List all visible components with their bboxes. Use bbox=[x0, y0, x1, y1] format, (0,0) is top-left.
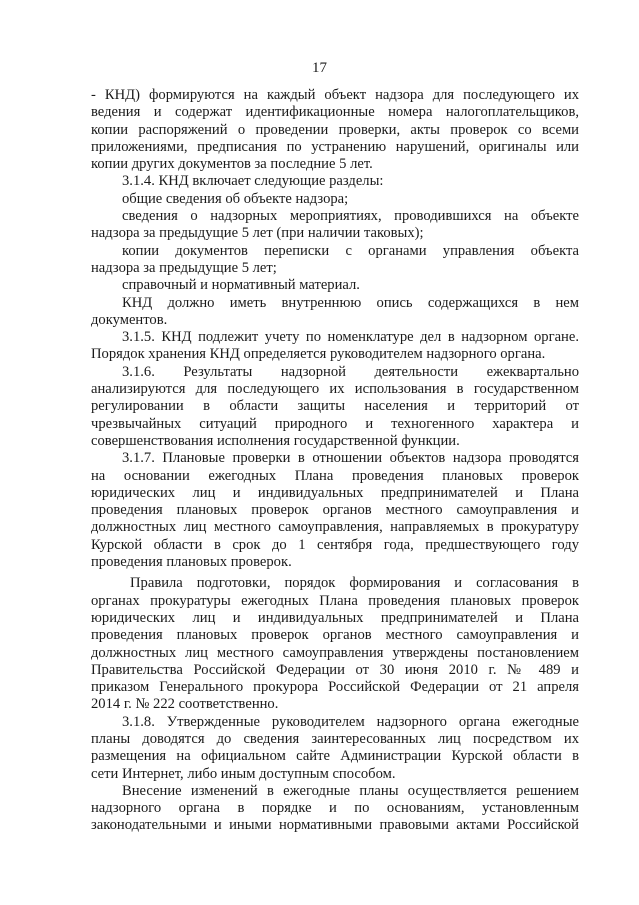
text-line: юридических лиц и индивидуальных предпринимателей и Плана bbox=[91, 484, 579, 501]
text-line: должностных лиц местного самоуправления, направляемых в прокуратуру bbox=[91, 519, 579, 536]
text-line: совершенствования исполнения государственной функции. bbox=[91, 432, 460, 449]
text-line: 3.1.5. КНД подлежит учету по номенклатуре дел в надзорном органе. bbox=[122, 329, 579, 346]
text-line: справочный и нормативный материал. bbox=[122, 277, 360, 294]
text-line: - КНД) формируются на каждый объект надзора для последующего их bbox=[91, 87, 579, 103]
text-line: КНД должно иметь внутреннюю опись содержащихся в нем bbox=[122, 294, 579, 311]
text-line: приложениями, предписания по устранению нарушений, оригиналы или bbox=[91, 138, 579, 155]
text-line: документов. bbox=[91, 311, 168, 328]
text-line: Правительства Российской Федерации от 30 июня 2010 г. № 489 и bbox=[91, 661, 579, 678]
text-line: размещения на официальном сайте Администрации Курской области в bbox=[91, 748, 579, 765]
text-line: надзора за предыдущие 5 лет; bbox=[91, 259, 277, 276]
text-line: чрезвычайных ситуаций природного и техногенного характера и bbox=[91, 415, 579, 432]
text-line: надзорного органа в порядке и по основаниям, установленным bbox=[91, 800, 579, 817]
text-line: 3.1.8. Утвержденные руководителем надзорного органа ежегодные bbox=[122, 713, 579, 730]
document-body bbox=[91, 87, 579, 835]
text-line: ведения и содержат идентификационные номера налогоплательщиков, bbox=[91, 104, 579, 121]
text-line: 3.1.6. Результаты надзорной деятельности ежеквартально bbox=[122, 363, 579, 380]
text-line: Порядок хранения КНД определяется руководителем надзорного органа. bbox=[91, 346, 546, 363]
text-line: сведения о надзорных мероприятиях, проводившихся на объекте bbox=[122, 208, 579, 225]
page-number: 17 bbox=[312, 60, 327, 76]
text-line: проведения плановых проверок органов местного самоуправления и bbox=[91, 502, 579, 519]
text-line: сети Интернет, либо иным доступным способом. bbox=[91, 765, 396, 782]
text-line: Курской области в срок до 1 сентября года, предшествующего году bbox=[91, 536, 579, 553]
text-line: Правила подготовки, порядок формирования и согласования в bbox=[130, 575, 579, 592]
text-line: анализируются для последующего их использования в государственном bbox=[91, 381, 579, 398]
text-line: общие сведения об объекте надзора; bbox=[122, 190, 349, 207]
text-line: проведения плановых проверок. bbox=[91, 554, 292, 571]
text-line: копии других документов за последние 5 лет. bbox=[91, 156, 373, 173]
text-line: законодательными и иными нормативными правовыми актами Российской bbox=[91, 817, 579, 834]
text-line: 2014 г. № 222 соответственно. bbox=[91, 696, 279, 713]
text-line: надзора за предыдущие 5 лет (при наличии таковых); bbox=[91, 225, 424, 242]
text-line: органах прокуратуры ежегодных Плана проведения плановых проверок bbox=[91, 592, 579, 609]
text-line: 3.1.7. Плановые проверки в отношении объектов надзора проводятся bbox=[122, 450, 579, 467]
text-line: должностных лиц местного самоуправления утверждены постановлением bbox=[91, 644, 579, 661]
text-line: копии документов переписки с органами управления объекта bbox=[122, 242, 579, 259]
text-line: юридических лиц и индивидуальных предпринимателей и Плана bbox=[91, 609, 579, 626]
text-line: планы доводятся до сведения заинтересованных лиц посредством их bbox=[91, 730, 579, 747]
text-line: проведения плановых проверок органов местного самоуправления и bbox=[91, 627, 579, 644]
text-line: приказом Генерального прокурора Российской Федерации от 21 апреля bbox=[91, 679, 579, 696]
text-line: регулировании в области защиты населения и территорий от bbox=[91, 398, 579, 415]
text-line: копии распоряжений о проведении проверки, акты проверок со всеми bbox=[91, 121, 579, 138]
text-line: Внесение изменений в ежегодные планы осуществляется решением bbox=[122, 782, 579, 799]
text-line: 3.1.4. КНД включает следующие разделы: bbox=[122, 173, 384, 190]
text-line: на основании ежегодных Плана проведения плановых проверок bbox=[91, 467, 579, 484]
